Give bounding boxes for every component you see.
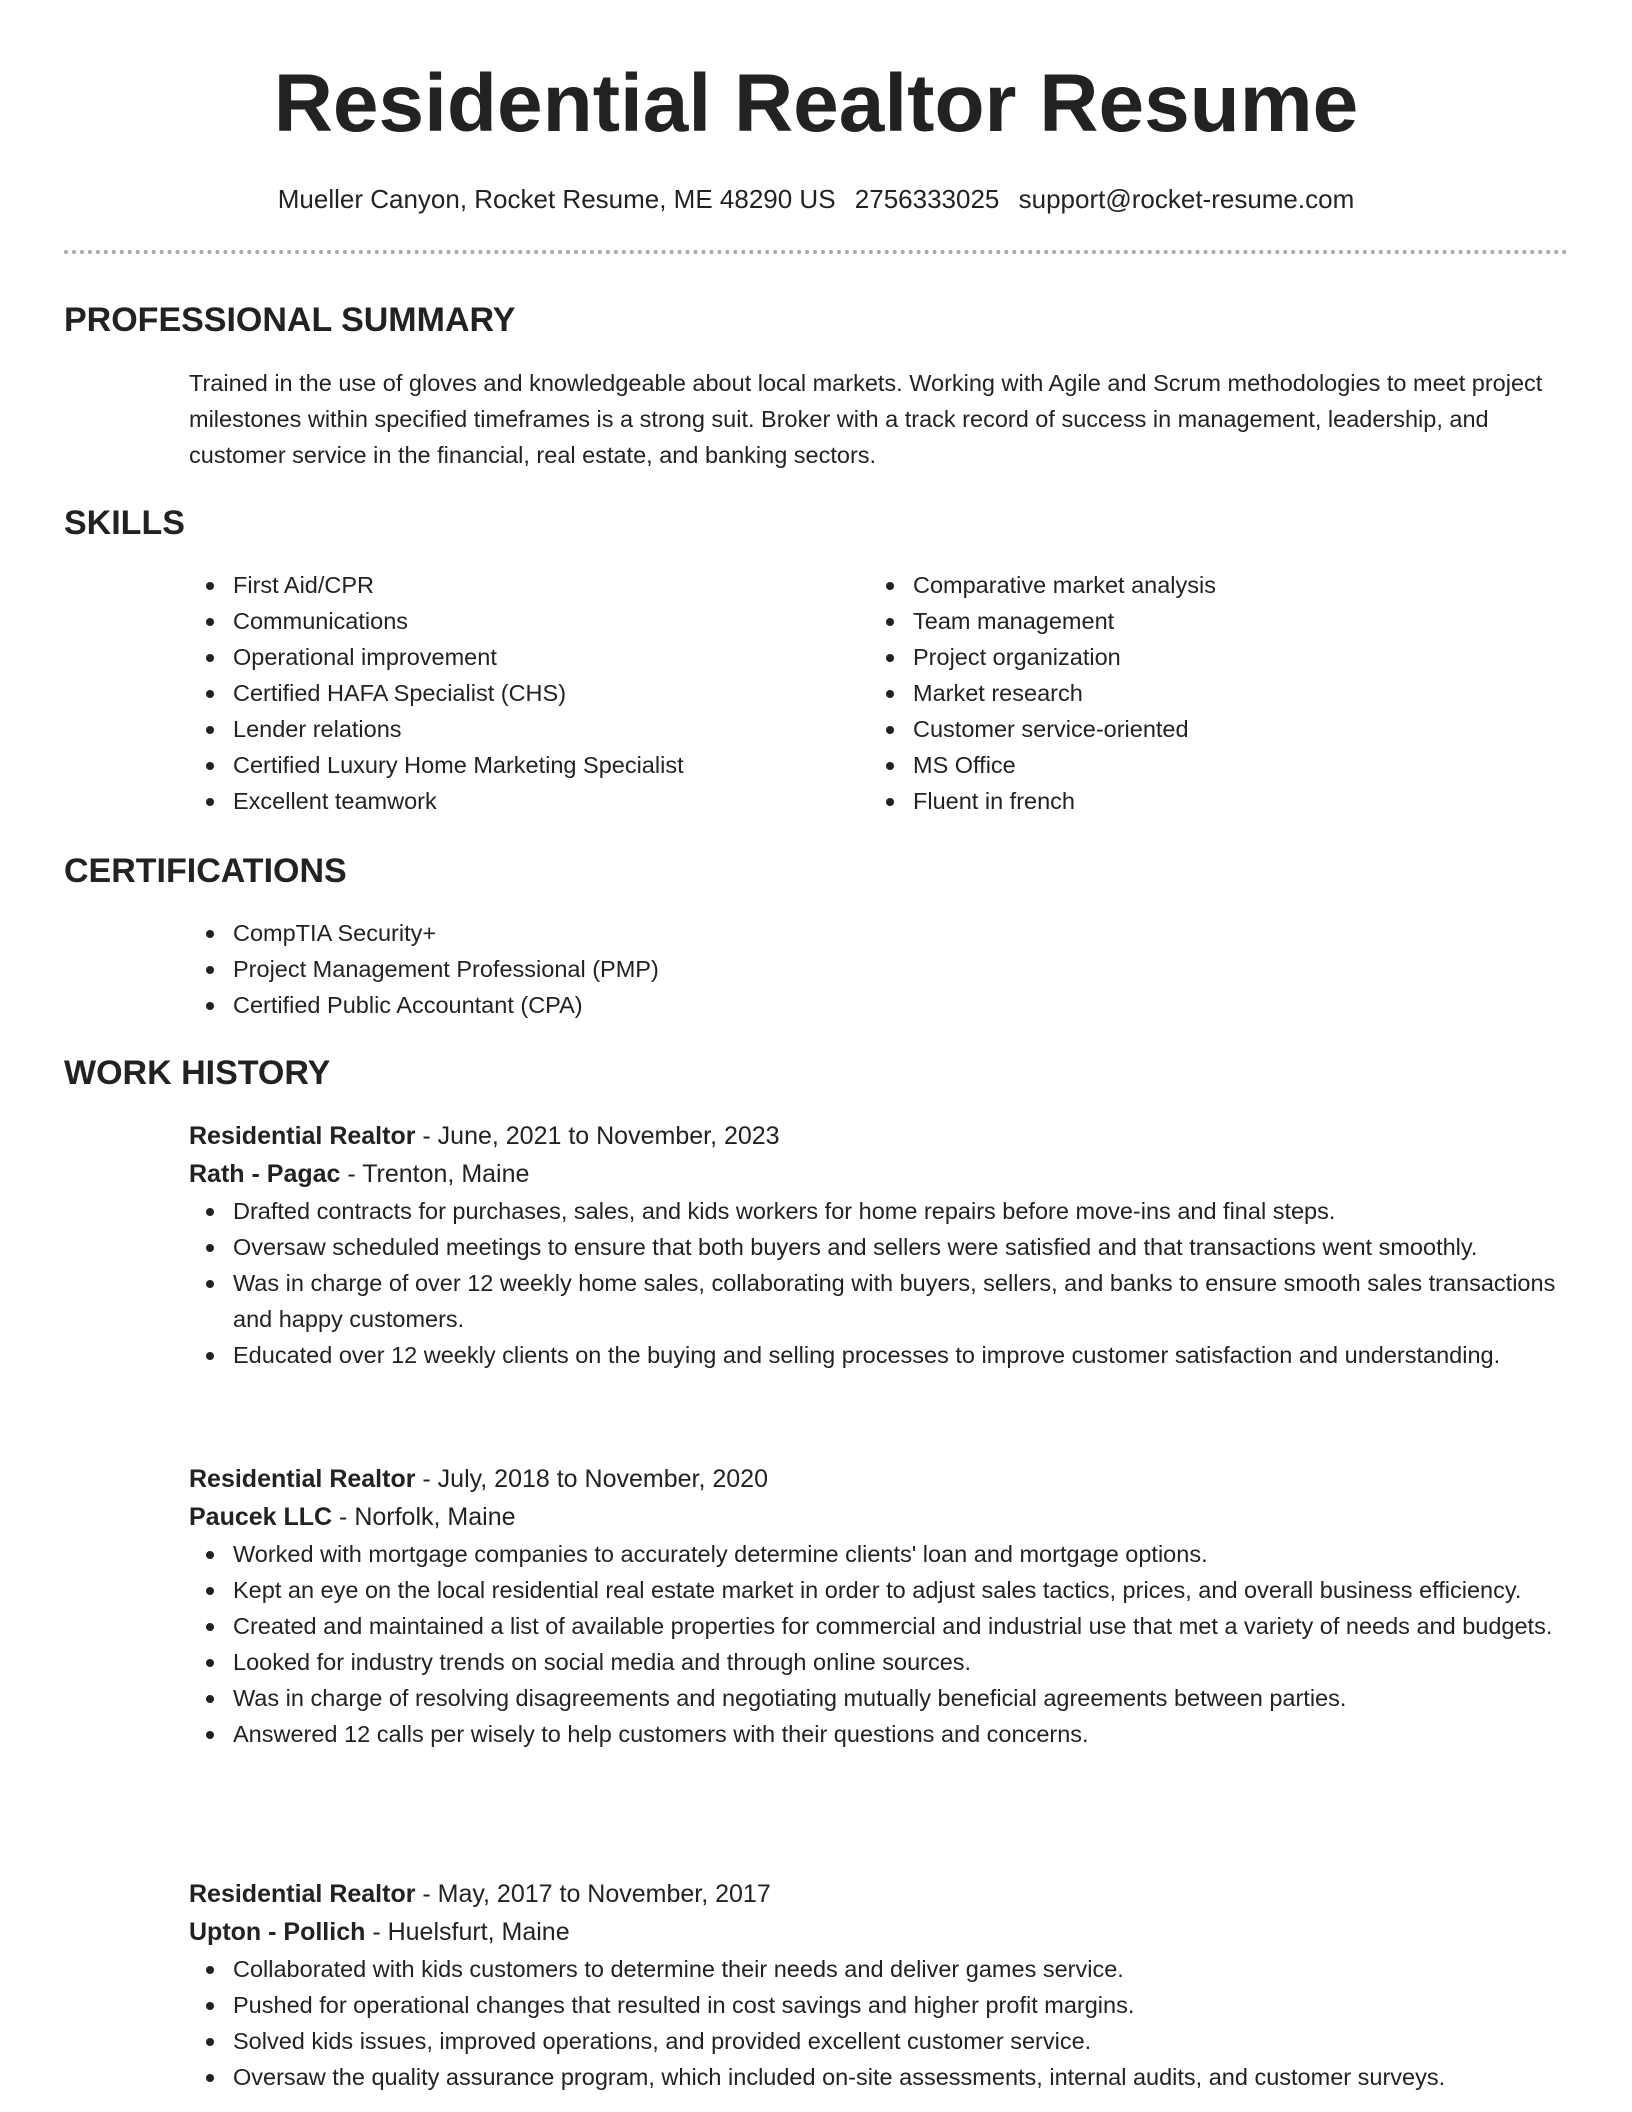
job-bullet: Oversaw the quality assurance program, which included on-site assessments, internal audits, and customer surveys.	[189, 2059, 1569, 2095]
job-dates: - May, 2017 to November, 2017	[415, 1880, 771, 1908]
skills-left-column	[189, 567, 849, 819]
certifications-list	[189, 915, 1569, 1023]
certification-item: Certified Public Accountant (CPA)	[189, 987, 1569, 1023]
job-title-line	[189, 1117, 1569, 1155]
certification-item: Project Management Professional (PMP)	[189, 951, 1569, 987]
skill-item: Communications	[189, 603, 849, 639]
job-title: Residential Realtor	[189, 1122, 416, 1150]
job-bullet: Kept an eye on the local residential real estate market in order to adjust sales tactics, prices, and overall business efficiency.	[189, 1572, 1569, 1608]
skill-item: Fluent in french	[869, 783, 1529, 819]
job-bullet: Collaborated with kids customers to determine their needs and deliver games service.	[189, 1951, 1569, 1987]
job-bullet: Worked with mortgage companies to accurately determine clients' loan and mortgage options.	[189, 1536, 1569, 1572]
job-company-line	[189, 1155, 1569, 1193]
job-location: - Norfolk, Maine	[332, 1503, 516, 1531]
job-company-line	[189, 1498, 1569, 1536]
certifications-heading: CERTIFICATIONS	[64, 852, 347, 890]
job-bullet: Oversaw scheduled meetings to ensure that both buyers and sellers were satisfied and that transactions went smoothly.	[189, 1229, 1569, 1265]
job-dates: - July, 2018 to November, 2020	[415, 1465, 768, 1493]
skill-item: Lender relations	[189, 711, 849, 747]
job-company: Upton - Pollich	[189, 1918, 366, 1946]
resume-title: Residential Realtor Resume	[273, 58, 1359, 149]
job-company-line	[189, 1913, 1569, 1951]
skill-item: First Aid/CPR	[189, 567, 849, 603]
job-bullet: Was in charge of over 12 weekly home sales, collaborating with buyers, sellers, and banks to ensure smooth sales transactions and happy customers.	[189, 1265, 1569, 1337]
job-title: Residential Realtor	[189, 1880, 416, 1908]
job-bullet: Drafted contracts for purchases, sales, and kids workers for home repairs before move-ins and final steps.	[189, 1193, 1569, 1229]
work-history-heading: WORK HISTORY	[64, 1054, 331, 1092]
skill-item: MS Office	[869, 747, 1529, 783]
job-title: Residential Realtor	[189, 1465, 416, 1493]
job-bullets	[189, 1536, 1569, 1752]
job-bullet: Solved kids issues, improved operations, and provided excellent customer service.	[189, 2023, 1569, 2059]
job-title-line	[189, 1875, 1569, 1913]
skill-item: Market research	[869, 675, 1529, 711]
job-entry	[189, 1460, 1569, 1752]
contact-line	[0, 182, 1632, 216]
job-company: Rath - Pagac	[189, 1160, 341, 1188]
contact-email[interactable]: support@rocket-resume.com	[1018, 184, 1355, 214]
skill-item: Certified Luxury Home Marketing Specialist	[189, 747, 849, 783]
skill-item: Customer service-oriented	[869, 711, 1529, 747]
summary-heading: PROFESSIONAL SUMMARY	[64, 301, 516, 339]
contact-phone: 2756333025	[854, 184, 1000, 214]
skills-right-column	[869, 567, 1529, 819]
skills-heading: SKILLS	[64, 504, 185, 542]
skill-item: Comparative market analysis	[869, 567, 1529, 603]
job-bullet: Was in charge of resolving disagreements and negotiating mutually beneficial agreements between parties.	[189, 1680, 1569, 1716]
job-bullet: Educated over 12 weekly clients on the buying and selling processes to improve customer satisfaction and understanding.	[189, 1337, 1569, 1373]
job-entry	[189, 1117, 1569, 1373]
summary-text: Trained in the use of gloves and knowledgeable about local markets. Working with Agile and Scrum methodologies to meet project milestones within specified timeframes is a strong suit. Broker with a track record of success in management, leadership, and customer service in the financial, real estate, and banking sectors.	[189, 370, 1543, 468]
job-bullets	[189, 1951, 1569, 2095]
skill-item: Excellent teamwork	[189, 783, 849, 819]
job-title-line	[189, 1460, 1569, 1498]
header-divider	[64, 250, 1568, 254]
job-bullet: Looked for industry trends on social media and through online sources.	[189, 1644, 1569, 1680]
job-dates: - June, 2021 to November, 2023	[415, 1122, 780, 1150]
skill-item: Operational improvement	[189, 639, 849, 675]
skill-item: Team management	[869, 603, 1529, 639]
skill-item: Project organization	[869, 639, 1529, 675]
job-bullet: Created and maintained a list of available properties for commercial and industrial use that met a variety of needs and budgets.	[189, 1608, 1569, 1644]
job-company: Paucek LLC	[189, 1503, 333, 1531]
job-entry	[189, 1875, 1569, 2095]
contact-address: Mueller Canyon, Rocket Resume, ME 48290 US	[277, 184, 836, 214]
job-location: - Huelsfurt, Maine	[365, 1918, 570, 1946]
job-bullet: Pushed for operational changes that resulted in cost savings and higher profit margins.	[189, 1987, 1569, 2023]
job-bullet: Answered 12 calls per wisely to help customers with their questions and concerns.	[189, 1716, 1569, 1752]
job-location: - Trenton, Maine	[340, 1160, 530, 1188]
job-bullets	[189, 1193, 1569, 1373]
certification-item: CompTIA Security+	[189, 915, 1569, 951]
skill-item: Certified HAFA Specialist (CHS)	[189, 675, 849, 711]
